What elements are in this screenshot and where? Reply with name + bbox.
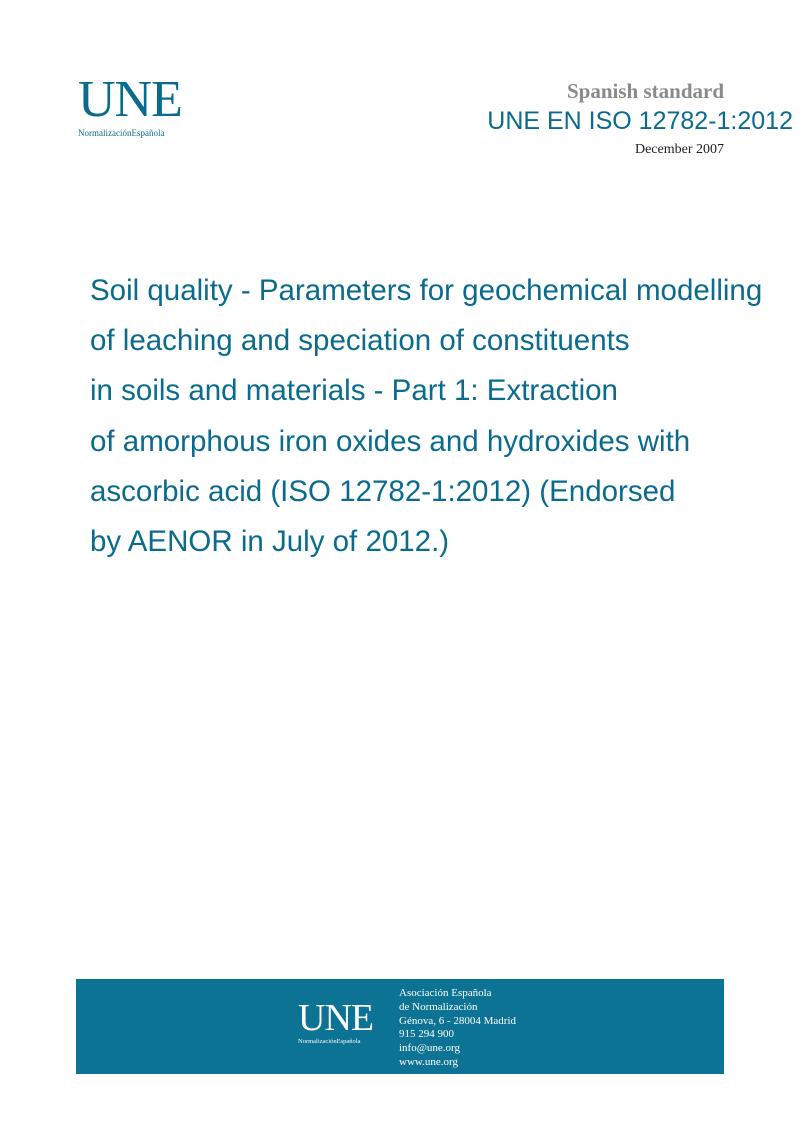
organization-name-line2: de Normalización bbox=[399, 1000, 478, 1013]
publication-date: December 2007 bbox=[634, 142, 724, 157]
footer-contact-block bbox=[399, 987, 516, 1070]
organization-name-line1: Asociación Española bbox=[399, 987, 492, 999]
footer-band bbox=[76, 979, 724, 1074]
une-logo-subtitle: NormalizaciónEspañola bbox=[78, 128, 165, 138]
une-logo-wordmark: UNE bbox=[78, 71, 182, 128]
footer-une-logo bbox=[298, 999, 373, 1045]
document-type: Spanish standard bbox=[567, 79, 724, 103]
une-logo bbox=[78, 71, 198, 138]
footer-logo-wordmark: UNE bbox=[298, 997, 374, 1039]
title-line: of leaching and speciation of constituents bbox=[90, 324, 630, 358]
document-header bbox=[487, 78, 793, 160]
title-line: ascorbic acid (ISO 12782-1:2012) (Endorsed bbox=[90, 474, 676, 508]
document-title bbox=[90, 266, 800, 567]
email-address[interactable]: info@une.org bbox=[399, 1042, 460, 1055]
phone-number: 915 294 900 bbox=[399, 1028, 454, 1041]
title-line: in soils and materials - Part 1: Extraction bbox=[90, 374, 618, 408]
title-line: Soil quality - Parameters for geochemical modelling bbox=[90, 274, 763, 307]
postal-address: Génova, 6 - 28004 Madrid bbox=[399, 1014, 517, 1027]
title-line: by AENOR in July of 2012.) bbox=[90, 525, 450, 559]
website-url[interactable]: www.une.org bbox=[399, 1055, 458, 1068]
title-line: of amorphous iron oxides and hydroxides with bbox=[90, 424, 691, 458]
standard-code: UNE EN ISO 12782-1:2012 bbox=[487, 107, 793, 135]
footer-logo-subtitle: NormalizaciónEspañola bbox=[298, 1038, 361, 1045]
